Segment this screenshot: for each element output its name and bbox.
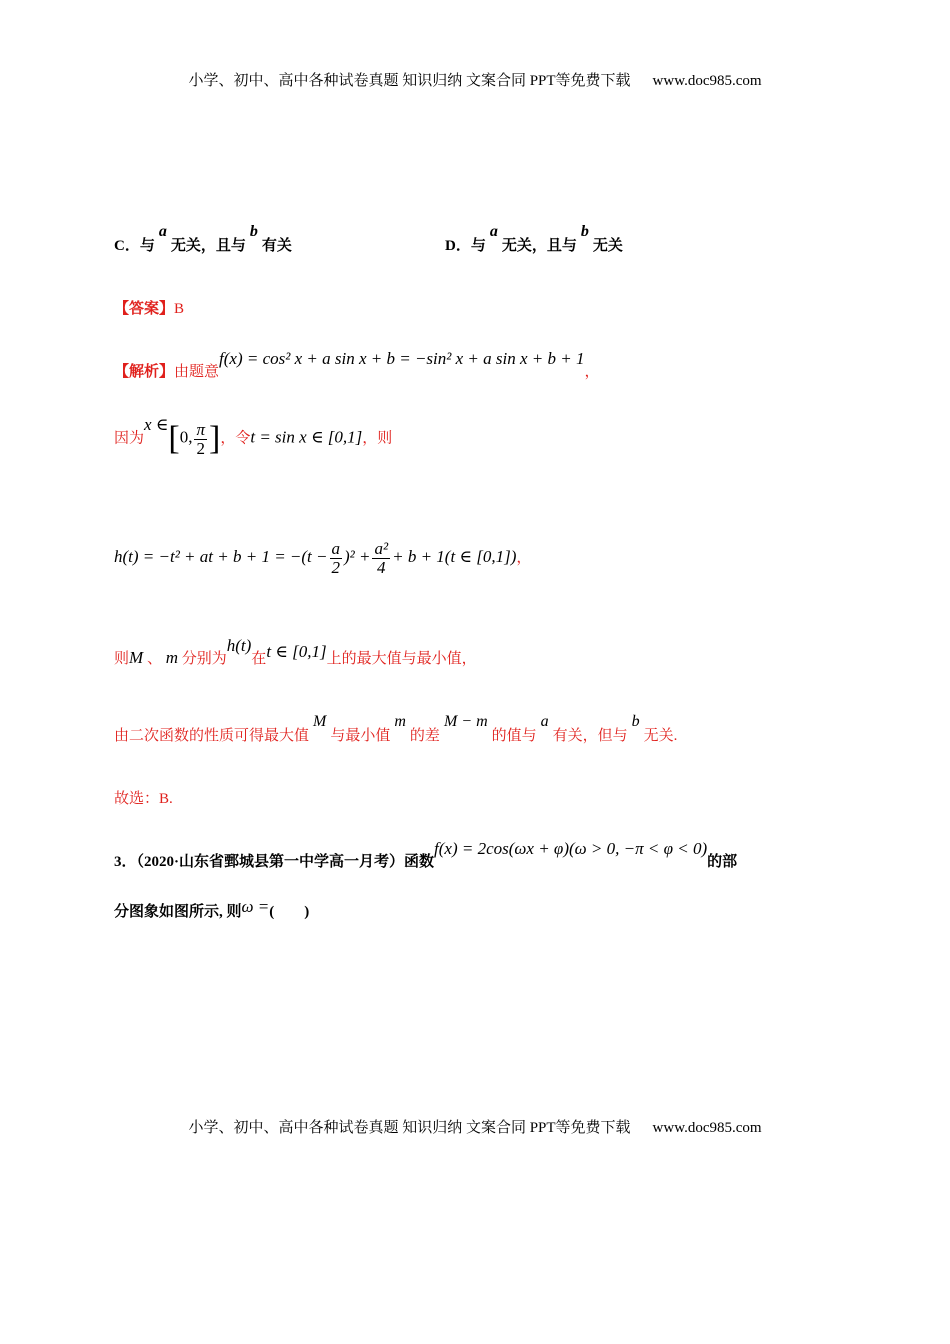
- text: 上的最大值与最小值，: [326, 651, 477, 667]
- text: 的值与: [491, 728, 537, 744]
- footer-text: 小学、初中、高中各种试卷真题 知识归纳 文案合同 PPT等免费下载: [188, 1120, 631, 1136]
- header-text: 小学、初中、高中各种试卷真题 知识归纳 文案合同 PPT等免费下载: [188, 73, 631, 89]
- question-3-line-2: [114, 897, 310, 921]
- question-number: 3．: [114, 854, 137, 870]
- analysis-line-5: [114, 713, 678, 745]
- var-b: b: [580, 223, 589, 240]
- analysis-tag: 【解析】: [114, 364, 175, 380]
- question-3-line-1: [114, 839, 738, 871]
- analysis-line-3: [114, 540, 531, 577]
- var-M: M: [313, 713, 327, 730]
- option-d-label: D．与: [445, 238, 486, 254]
- formula-h-mid: )² +: [344, 546, 371, 566]
- text: 的部: [707, 854, 738, 870]
- text: 在: [251, 651, 267, 667]
- page-footer: [0, 1116, 950, 1137]
- text: 分别为: [181, 651, 227, 667]
- formula-x: x ∈: [144, 415, 169, 435]
- var-a: a: [489, 223, 498, 240]
- var-m: m: [165, 648, 178, 667]
- var-a: a: [158, 223, 167, 240]
- fraction-a-2: [330, 540, 343, 577]
- text: 与最小值: [330, 728, 391, 744]
- option-d: [445, 223, 623, 255]
- analysis-intro: 由题意: [174, 364, 220, 380]
- answer-tag: 【答案】: [114, 301, 175, 317]
- option-c: [114, 223, 292, 255]
- text: 由二次函数的性质可得最大值: [114, 728, 310, 744]
- analysis-line-2: 因为x ∈[0, $\frac{\pi}{2}$ ]，令t = sin x ∈ [0,1]，则: [114, 415, 393, 458]
- interval-left: 0,: [179, 427, 193, 447]
- text: 无关.: [643, 728, 678, 744]
- var-M: M: [129, 648, 144, 667]
- numerator: π: [196, 419, 206, 439]
- formula-diff: M − m: [443, 713, 488, 730]
- answer-value: B: [174, 301, 185, 317]
- text: 因为: [114, 430, 145, 447]
- analysis-line-1: [114, 349, 600, 381]
- fraction-a2-4: [372, 540, 390, 577]
- text: 、: [146, 651, 162, 667]
- header-url[interactable]: www.doc985.com: [652, 73, 762, 89]
- option-d-end: 无关: [592, 238, 623, 254]
- formula-f: f(x) = cos² x + a sin x + b = −sin² x + a sin x + b + 1: [219, 349, 585, 368]
- formula-h-left: h(t) = −t² + at + b + 1 = −(t −: [114, 546, 328, 566]
- formula-h-right: + b + 1(t ∈ [0,1]): [392, 546, 517, 566]
- page-header: [0, 69, 950, 90]
- text: ，则: [362, 430, 393, 447]
- option-c-mid: 无关，且与: [170, 238, 246, 254]
- question-source: （2020·山东省鄄城县第一中学高一月考）函数: [136, 854, 435, 870]
- answer-blank: ( ): [269, 904, 310, 920]
- comma: ，: [516, 549, 532, 566]
- var-b: b: [631, 713, 640, 730]
- formula-h: h(t): [226, 636, 252, 655]
- formula-t: t = sin x ∈ [0,1]: [250, 427, 363, 447]
- formula-omega: ω =: [241, 897, 270, 916]
- comma: ，: [584, 364, 600, 380]
- denominator: 2: [196, 438, 205, 458]
- formula-f: f(x) = 2cos(ωx + φ)(ω > 0, −π < φ < 0): [434, 839, 708, 858]
- formula-t: t ∈ [0,1]: [266, 642, 327, 661]
- numerator: a²: [374, 539, 389, 558]
- text: 的差: [409, 728, 440, 744]
- option-d-mid: 无关，且与: [501, 238, 577, 254]
- text: 有关，但与: [552, 728, 628, 744]
- text: 分图象如图所示, 则: [114, 904, 242, 920]
- answer: [114, 297, 184, 318]
- fraction-pi-2: [194, 421, 207, 458]
- text: ，令: [220, 430, 251, 447]
- var-m: m: [394, 713, 406, 730]
- conclusion: 故选：B.: [114, 791, 173, 807]
- denominator: 4: [377, 558, 386, 577]
- numerator: a: [331, 539, 340, 558]
- footer-url[interactable]: www.doc985.com: [652, 1120, 762, 1136]
- denominator: 2: [331, 558, 340, 577]
- var-b: b: [249, 223, 258, 240]
- option-c-label: C．与: [114, 238, 155, 254]
- option-c-end: 有关: [261, 238, 292, 254]
- text: 则: [114, 651, 130, 667]
- analysis-line-4: [114, 636, 477, 668]
- var-a: a: [540, 713, 549, 730]
